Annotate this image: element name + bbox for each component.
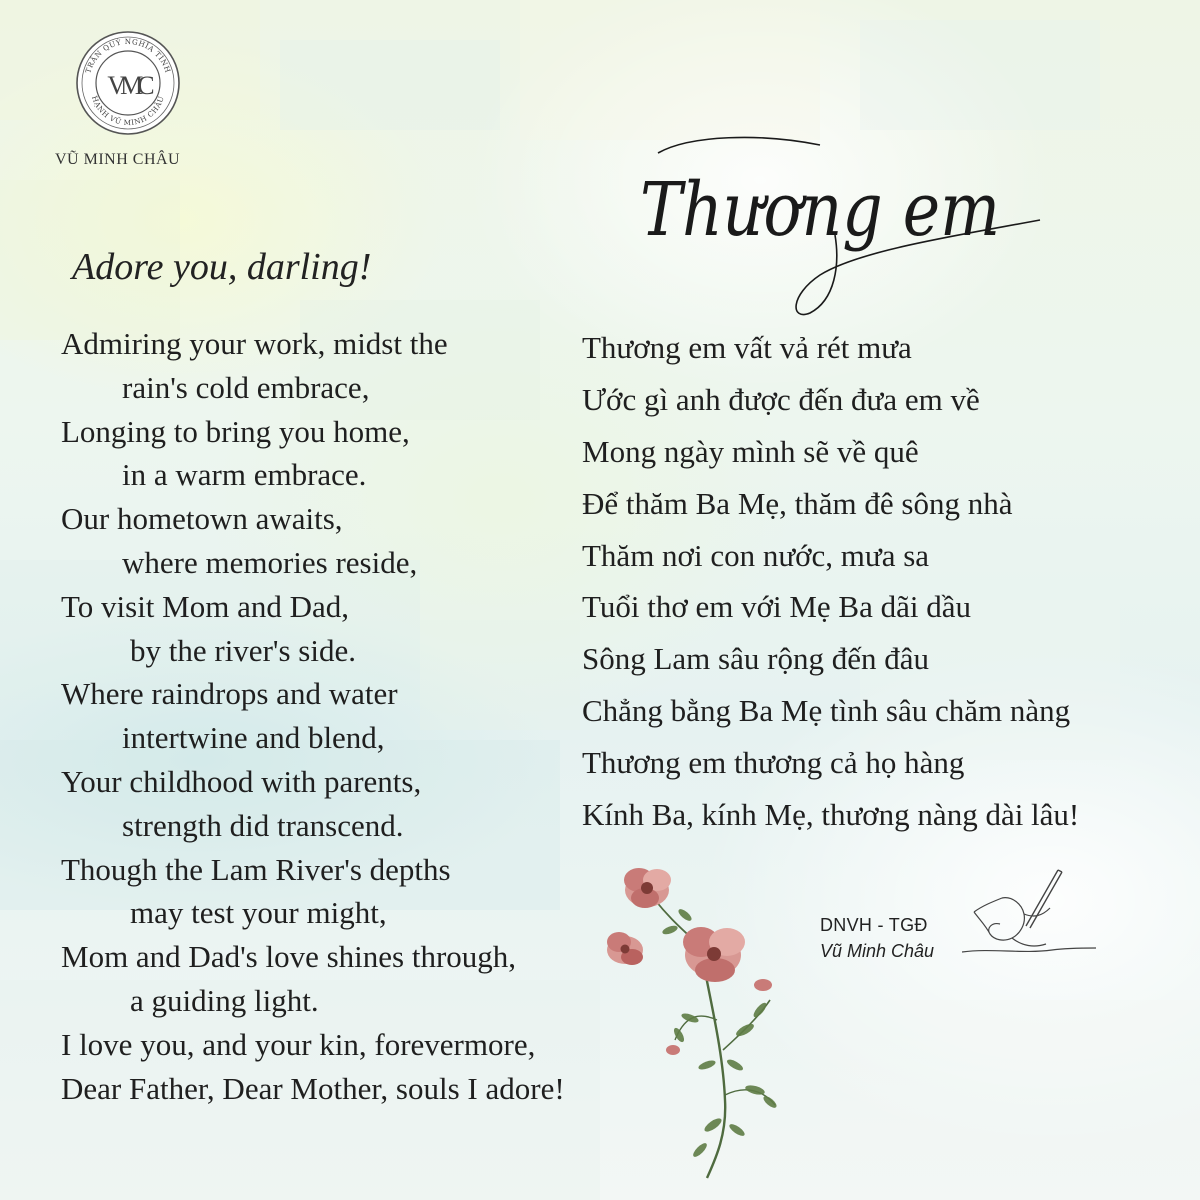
vietnamese-poem-line: Để thăm Ba Mẹ, thăm đê sông nhà — [582, 485, 1013, 521]
english-poem-line: Longing to bring you home, — [61, 413, 410, 449]
brand-seal-icon — [75, 30, 181, 136]
english-poem-line: in a warm embrace. — [122, 457, 367, 493]
vietnamese-poem — [582, 322, 1182, 841]
english-poem-line: by the river's side. — [130, 632, 356, 668]
svg-text:HẠNH VŨ MINH CHÂU: HẠNH VŨ MINH CHÂU — [90, 94, 166, 128]
english-poem — [61, 322, 661, 1110]
flower-bloom-main — [683, 927, 745, 982]
english-poem-line: strength did transcend. — [122, 807, 404, 843]
english-poem-line: rain's cold embrace, — [122, 369, 370, 405]
vietnamese-poem-line: Ước gì anh được đến đưa em về — [582, 381, 980, 417]
english-poem-line: Mom and Dad's love shines through, — [61, 939, 517, 975]
brand-name: VŨ MINH CHÂU — [55, 151, 181, 168]
english-poem-line: Admiring your work, midst the — [61, 326, 448, 361]
svg-text:TRẦN QUÝ NGHĨA TÌNH: TRẦN QUÝ NGHĨA TÌNH — [83, 36, 173, 75]
english-poem-line: I love you, and your kin, forevermore, — [61, 1026, 536, 1062]
english-poem-line: Where raindrops and water — [61, 676, 398, 712]
vietnamese-poem-line: Sông Lam sâu rộng đến đâu — [582, 641, 929, 677]
vietnamese-poem-line: Thăm nơi con nước, mưa sa — [582, 537, 930, 573]
signature-role: DNVH - TGĐ — [820, 915, 928, 935]
english-poem-line: Our hometown awaits, — [61, 501, 343, 537]
english-title: Adore you, darling! — [72, 246, 372, 288]
english-poem-line: may test your might, — [130, 895, 387, 931]
vietnamese-poem-line: Thương em vất vả rét mưa — [582, 330, 912, 365]
vietnamese-title — [630, 125, 1050, 325]
flower-illustration — [595, 850, 825, 1180]
english-poem-line: a guiding light. — [130, 982, 319, 1018]
english-poem-line: where memories reside, — [122, 544, 418, 580]
vietnamese-title-text: Thương em — [640, 167, 1000, 253]
writing-hand-icon — [962, 868, 1098, 964]
english-poem-line: To visit Mom and Dad, — [61, 588, 350, 624]
seal-monogram: VMC — [107, 71, 149, 100]
flower-bloom-top — [624, 868, 671, 908]
english-poem-line: Your childhood with parents, — [61, 763, 422, 799]
vietnamese-poem-line: Tuổi thơ em với Mẹ Ba dãi dầu — [582, 589, 971, 625]
english-poem-line: Though the Lam River's depths — [61, 851, 451, 887]
english-poem-line: Dear Father, Dear Mother, souls I adore! — [61, 1070, 565, 1106]
vietnamese-poem-line: Kính Ba, kính Mẹ, thương nàng dài lâu! — [582, 797, 1080, 833]
vietnamese-poem-line: Thương em thương cả họ hàng — [582, 745, 965, 781]
vietnamese-poem-line: Mong ngày mình sẽ về quê — [582, 433, 919, 469]
flower-bloom-left — [607, 932, 643, 965]
vietnamese-poem-line: Chẳng bằng Ba Mẹ tình sâu chăm nàng — [582, 693, 1071, 729]
signature-name: Vũ Minh Châu — [820, 941, 935, 961]
english-poem-line: intertwine and blend, — [122, 720, 385, 756]
